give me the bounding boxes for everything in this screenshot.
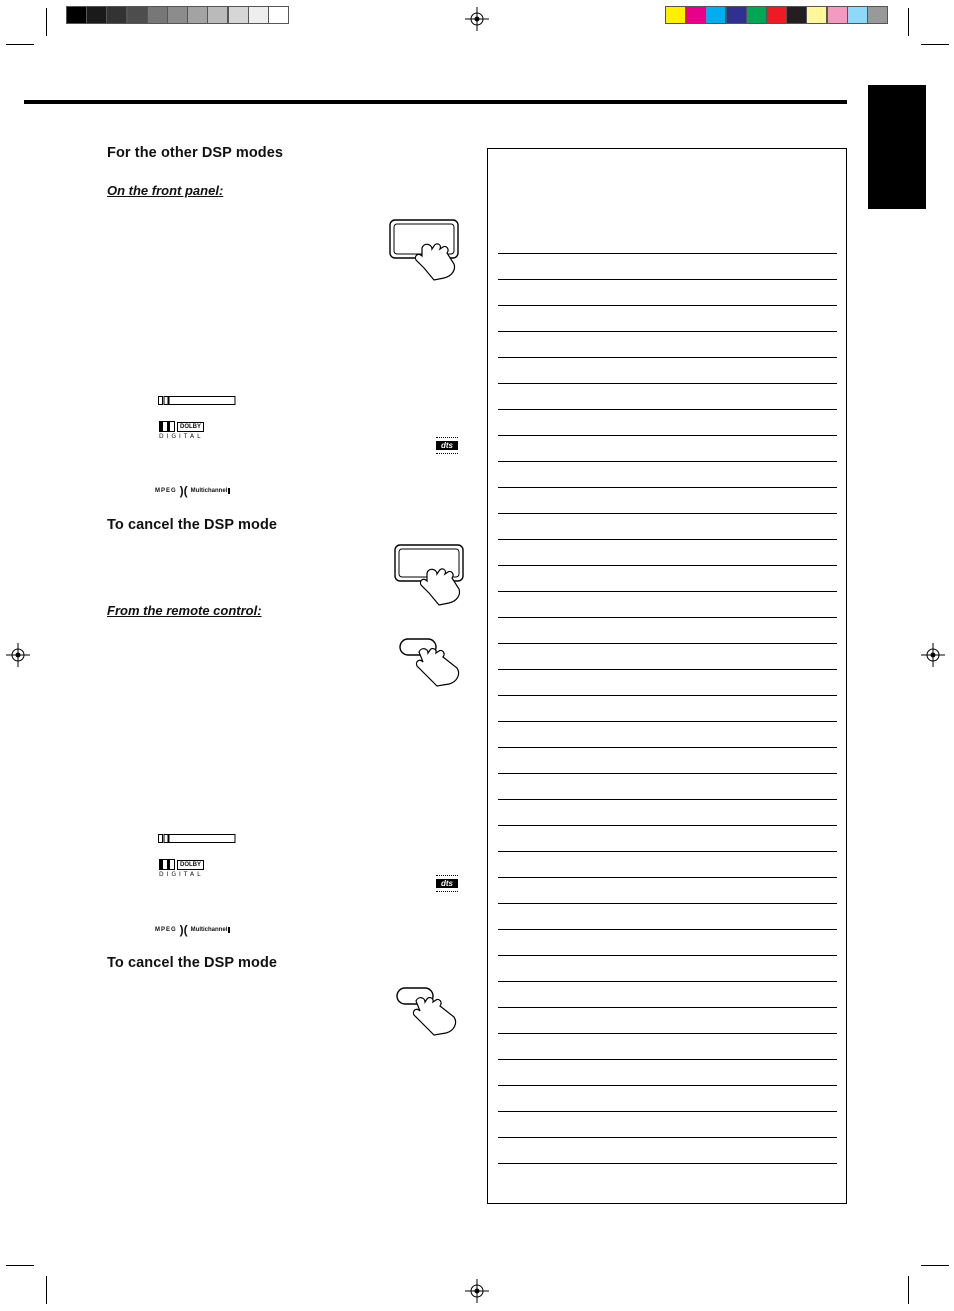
dolby-pro-logic-logo: [158, 393, 236, 411]
ruled-line: [498, 305, 837, 306]
ruled-line: [498, 513, 837, 514]
ruled-line: [498, 669, 837, 670]
ruled-line: [498, 1137, 837, 1138]
registration-target-icon: [921, 643, 945, 667]
color-swatch: [766, 6, 787, 24]
dolby-digital-logo: [159, 859, 204, 878]
ruled-line: [498, 1033, 837, 1034]
ruled-line: [498, 799, 837, 800]
color-swatch: [867, 6, 888, 24]
multichannel-text: Multichannel: [191, 488, 231, 494]
mpeg-text: MPEG: [155, 488, 177, 494]
color-swatch: [806, 6, 827, 24]
ruled-line: [498, 383, 837, 384]
ruled-line: [498, 773, 837, 774]
top-rule: [24, 100, 847, 104]
crop-mark: [921, 44, 949, 45]
subheading-remote-control: From the remote control:: [107, 603, 262, 618]
multichannel-text: Multichannel: [191, 927, 231, 933]
ruled-line: [498, 955, 837, 956]
ruled-line: [498, 695, 837, 696]
ruled-line: [498, 617, 837, 618]
notes-box: [487, 148, 847, 1204]
ruled-line: [498, 591, 837, 592]
gray-swatch: [86, 6, 107, 24]
color-swatch: [847, 6, 868, 24]
front-panel-button-press-icon: [393, 543, 467, 607]
crop-mark: [46, 8, 47, 36]
ruled-line: [498, 565, 837, 566]
ruled-line: [498, 825, 837, 826]
dolby-dd-icon: [159, 859, 175, 870]
gray-swatch: [207, 6, 228, 24]
registration-target-icon: [465, 7, 489, 31]
crop-mark: [46, 1276, 47, 1304]
color-swatch: [685, 6, 706, 24]
mpeg-wave-icon: )(: [179, 484, 188, 498]
dolby-digital-word: DIGITAL: [159, 433, 204, 440]
subheading-front-panel: On the front panel:: [107, 183, 224, 198]
ruled-line: [498, 721, 837, 722]
ruled-line: [498, 435, 837, 436]
ruled-line: [498, 903, 837, 904]
dolby-digital-word: DIGITAL: [159, 871, 204, 878]
registration-target-icon: [6, 643, 30, 667]
ruled-line: [498, 877, 837, 878]
crop-mark: [908, 8, 909, 36]
ruled-line: [498, 461, 837, 462]
crop-mark: [6, 44, 34, 45]
dolby-digital-logo: [159, 421, 204, 440]
gray-swatch: [127, 6, 148, 24]
color-swatch: [665, 6, 686, 24]
ruled-line: [498, 331, 837, 332]
language-tab: [868, 85, 926, 209]
front-panel-button-press-icon: [388, 218, 462, 282]
gray-swatch: [106, 6, 127, 24]
cancel-dsp-heading-front: To cancel the DSP mode: [107, 517, 278, 533]
color-swatch: [705, 6, 726, 24]
mpeg-wave-icon: )(: [179, 923, 188, 937]
remote-button-press-icon: [394, 985, 462, 1037]
remote-button-press-icon: [397, 636, 465, 688]
registration-target-icon: [465, 1279, 489, 1303]
color-swatch: [827, 6, 848, 24]
ruled-line: [498, 1085, 837, 1086]
ruled-line: [498, 279, 837, 280]
dts-logo: [436, 875, 458, 891]
ruled-line: [498, 539, 837, 540]
gray-swatch: [167, 6, 188, 24]
ruled-line: [498, 929, 837, 930]
cancel-dsp-heading-remote: To cancel the DSP mode: [107, 955, 278, 971]
ruled-line: [498, 981, 837, 982]
dts-logo-text: dts: [436, 879, 458, 888]
color-swatch: [726, 6, 747, 24]
mpeg-multichannel-logo: [155, 925, 230, 935]
ruled-line: [498, 409, 837, 410]
mpeg-multichannel-logo: [155, 486, 230, 496]
ruled-line: [498, 357, 837, 358]
gray-swatch: [147, 6, 168, 24]
ruled-line: [498, 1163, 837, 1164]
mpeg-text: MPEG: [155, 927, 177, 933]
ruled-line: [498, 487, 837, 488]
gray-swatch: [187, 6, 208, 24]
crop-mark: [921, 1265, 949, 1266]
gray-swatch: [248, 6, 269, 24]
dts-logo: [436, 437, 458, 453]
ruled-line: [498, 1111, 837, 1112]
crop-mark: [6, 1265, 34, 1266]
ruled-line: [498, 1059, 837, 1060]
crop-mark: [908, 1276, 909, 1304]
ruled-line: [498, 643, 837, 644]
section-heading-other-dsp-modes: For the other DSP modes: [107, 145, 284, 161]
ruled-line: [498, 747, 837, 748]
gray-swatch: [228, 6, 249, 24]
color-swatch: [746, 6, 767, 24]
gray-swatch: [66, 6, 87, 24]
ruled-line: [498, 253, 837, 254]
dts-logo-text: dts: [436, 441, 458, 450]
color-swatch: [786, 6, 807, 24]
dolby-pro-logic-logo: [158, 831, 236, 849]
ruled-line: [498, 851, 837, 852]
dolby-badge: DOLBY: [177, 860, 204, 870]
dolby-dd-icon: [159, 421, 175, 432]
ruled-line: [498, 1007, 837, 1008]
dolby-badge: DOLBY: [177, 422, 204, 432]
gray-swatch: [268, 6, 289, 24]
